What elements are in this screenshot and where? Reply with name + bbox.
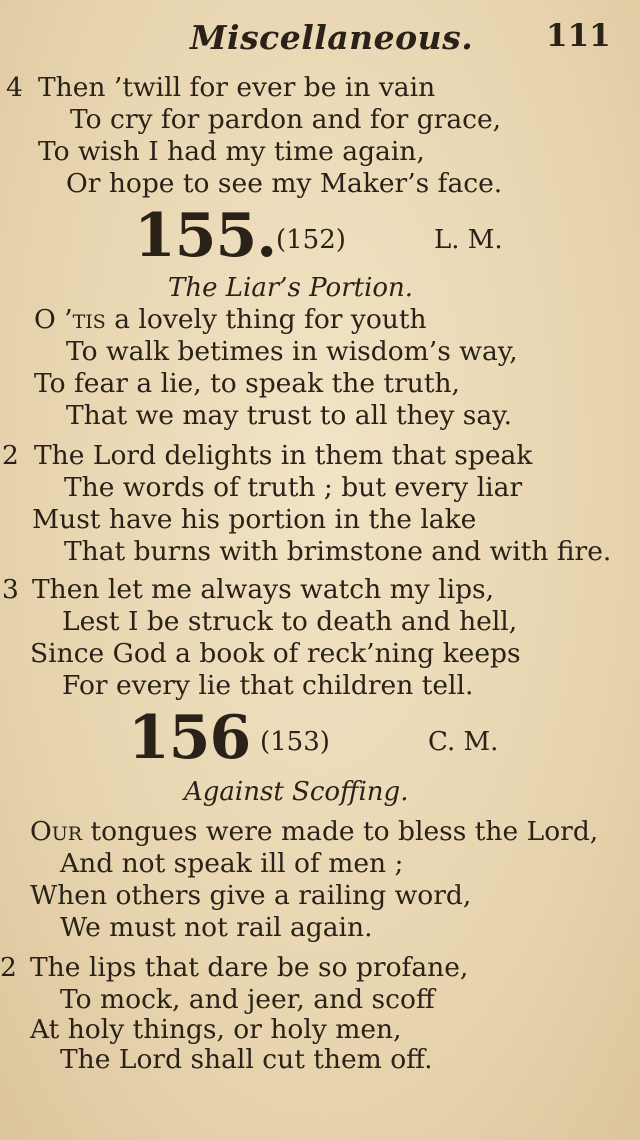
verse-line: That burns with brimstone and with fire. bbox=[64, 536, 612, 567]
stanza-number: 2 bbox=[2, 440, 19, 471]
hymn-number: 156 bbox=[128, 703, 251, 773]
hymn-number: 155. bbox=[134, 201, 277, 271]
hymn-title: Against Scoffing. bbox=[184, 777, 409, 807]
hymn-meter: L. M. bbox=[434, 225, 503, 255]
hymn-alt-number: (153) bbox=[260, 727, 330, 757]
verse-line: The Lord delights in them that speak bbox=[34, 440, 533, 471]
verse-line: To mock, and jeer, and scoff bbox=[60, 984, 435, 1015]
first-word: O ’tis bbox=[34, 304, 106, 335]
verse-line bbox=[30, 816, 598, 848]
verse-line: The words of truth ; but every liar bbox=[64, 472, 523, 503]
verse-line: Then ’twill for ever be in vain bbox=[38, 72, 436, 103]
verse-line: Since God a book of reck’ning keeps bbox=[30, 638, 521, 669]
verse-line: When others give a railing word, bbox=[30, 880, 472, 911]
verse-line: Or hope to see my Maker’s face. bbox=[66, 168, 503, 199]
first-line-rest: tongues were made to bless the Lord, bbox=[82, 816, 599, 847]
verse-line: And not speak ill of men ; bbox=[60, 848, 404, 879]
verse-line: Lest I be struck to death and hell, bbox=[62, 606, 518, 637]
hymn-alt-number: (152) bbox=[276, 225, 346, 255]
verse-line: The lips that dare be so profane, bbox=[30, 952, 469, 983]
verse-line: To fear a lie, to speak the truth, bbox=[34, 368, 460, 399]
running-head: Miscellaneous. bbox=[190, 18, 474, 57]
verse-line: For every lie that children tell. bbox=[62, 670, 474, 701]
hymn-heading bbox=[0, 703, 640, 773]
stanza-number: 3 bbox=[2, 574, 19, 605]
verse-line: Then let me always watch my lips, bbox=[32, 574, 495, 605]
verse-line: Must have his portion in the lake bbox=[32, 504, 477, 535]
verse-line: To walk betimes in wisdom’s way, bbox=[66, 336, 518, 367]
first-word: Our bbox=[30, 816, 83, 847]
verse-line: To wish I had my time again, bbox=[38, 136, 425, 167]
verse-line: To cry for pardon and for grace, bbox=[70, 104, 502, 135]
verse-line: That we may trust to all they say. bbox=[66, 400, 513, 431]
verse-line: The Lord shall cut them off. bbox=[60, 1044, 433, 1075]
hymn-meter: C. M. bbox=[428, 727, 499, 757]
first-line-rest: a lovely thing for youth bbox=[105, 304, 427, 335]
verse-line bbox=[34, 304, 427, 336]
hymn-heading bbox=[0, 201, 640, 271]
verse-line: At holy things, or holy men, bbox=[30, 1014, 402, 1045]
verse-line: We must not rail again. bbox=[60, 912, 373, 943]
hymn-title: The Liar’s Portion. bbox=[168, 273, 414, 303]
page-number: 111 bbox=[546, 18, 611, 54]
page-header bbox=[0, 14, 640, 58]
stanza-number: 4 bbox=[6, 72, 23, 103]
stanza-number: 2 bbox=[0, 952, 17, 983]
